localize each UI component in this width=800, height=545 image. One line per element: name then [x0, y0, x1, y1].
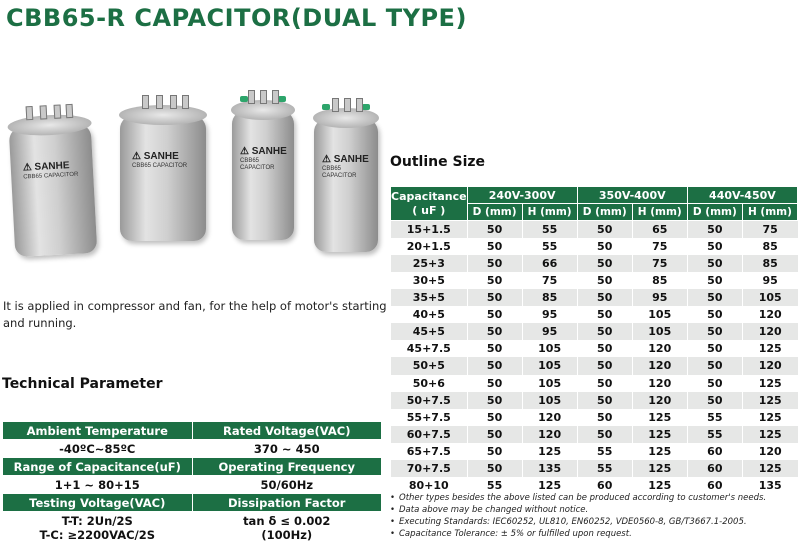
capacitor-image-3: ⚠ SANHE CBB65 CAPACITOR — [232, 110, 294, 240]
dimension-cell: 50 — [467, 221, 522, 238]
capacitance-cell: 40+5 — [391, 306, 468, 323]
page-title: CBB65-R CAPACITOR(DUAL TYPE) — [6, 4, 467, 32]
dimension-cell: 85 — [522, 289, 577, 306]
capacitance-cell: 50+6 — [391, 375, 468, 392]
dimension-header: D (mm) — [687, 204, 742, 221]
table-row — [391, 357, 798, 374]
dimension-cell: 50 — [577, 272, 632, 289]
dimension-cell: 50 — [687, 238, 742, 255]
capacitance-cell: 15+1.5 — [391, 221, 468, 238]
dimension-cell: 125 — [522, 477, 577, 494]
product-description: It is applied in compressor and fan, for the help of motor's starting and running. — [3, 299, 387, 330]
capacitance-cell: 50+7.5 — [391, 392, 468, 409]
dimension-cell: 105 — [522, 340, 577, 357]
dimension-cell: 60 — [577, 477, 632, 494]
dimension-cell: 125 — [742, 460, 797, 477]
technical-parameter-heading: Technical Parameter — [2, 376, 163, 392]
dimension-cell: 105 — [632, 323, 687, 340]
dimension-cell: 50 — [467, 409, 522, 426]
dimension-cell: 75 — [632, 238, 687, 255]
product-photo — [0, 70, 390, 280]
dimension-cell: 50 — [687, 323, 742, 340]
dimension-cell: 50 — [577, 375, 632, 392]
capacitor-brand: ⚠ SANHE — [322, 154, 369, 165]
tech-header-cell: Testing Voltage(VAC) — [3, 494, 193, 512]
dimension-cell: 50 — [467, 323, 522, 340]
dimension-cell: 66 — [522, 255, 577, 272]
dimension-cell: 50 — [467, 443, 522, 460]
dimension-cell: 50 — [577, 255, 632, 272]
dimension-cell: 50 — [687, 255, 742, 272]
dimension-cell: 50 — [577, 392, 632, 409]
dimension-cell: 65 — [632, 221, 687, 238]
capacitance-cell: 80+10 — [391, 477, 468, 494]
dimension-cell: 50 — [687, 221, 742, 238]
dimension-cell: 120 — [742, 306, 797, 323]
capacitance-cell: 25+3 — [391, 255, 468, 272]
dimension-cell: 50 — [467, 272, 522, 289]
dimension-cell: 95 — [742, 272, 797, 289]
dimension-cell: 85 — [742, 238, 797, 255]
dimension-cell: 50 — [467, 255, 522, 272]
dimension-cell: 125 — [632, 426, 687, 443]
dimension-cell: 50 — [467, 460, 522, 477]
dimension-cell: 85 — [632, 272, 687, 289]
notes-list — [390, 492, 798, 540]
dimension-cell: 50 — [467, 426, 522, 443]
capacitance-cell: 45+5 — [391, 323, 468, 340]
dimension-cell: 120 — [632, 392, 687, 409]
capacitor-brand: ⚠ SANHE — [240, 146, 287, 157]
dimension-cell: 50 — [577, 409, 632, 426]
tech-header-cell: Ambient Temperature — [3, 422, 193, 440]
capacitance-cell: 55+7.5 — [391, 409, 468, 426]
table-row — [391, 392, 798, 409]
dimension-cell: 55 — [577, 443, 632, 460]
dimension-cell: 50 — [577, 357, 632, 374]
capacitance-cell: 60+7.5 — [391, 426, 468, 443]
dimension-cell: 125 — [632, 460, 687, 477]
dimension-cell: 105 — [742, 289, 797, 306]
tech-header-cell: Dissipation Factor — [192, 494, 382, 512]
dimension-cell: 60 — [687, 460, 742, 477]
note-item: • Data above may be changed without notice. — [390, 504, 798, 516]
dimension-cell: 105 — [522, 357, 577, 374]
capacitance-cell: 20+1.5 — [391, 238, 468, 255]
table-row — [391, 221, 798, 238]
dimension-cell: 50 — [467, 357, 522, 374]
tech-value-cell: 1+1 ~ 80+15 — [3, 476, 193, 494]
dimension-cell: 50 — [577, 306, 632, 323]
voltage-group-header: 440V-450V — [687, 187, 797, 204]
tech-value-cell: 370 ~ 450 — [192, 440, 382, 458]
dimension-header: H (mm) — [632, 204, 687, 221]
capacitor-image-2: ⚠ SANHE CBB65 CAPACITOR — [120, 115, 206, 241]
dimension-cell: 125 — [742, 426, 797, 443]
tech-header-cell: Rated Voltage(VAC) — [192, 422, 382, 440]
table-row — [391, 340, 798, 357]
outline-size-table — [390, 186, 798, 494]
tech-header-cell: Operating Frequency — [192, 458, 382, 476]
dimension-cell: 125 — [742, 392, 797, 409]
dimension-cell: 50 — [687, 272, 742, 289]
capacitance-cell: 35+5 — [391, 289, 468, 306]
dimension-cell: 125 — [522, 443, 577, 460]
note-item: • Executing Standards: IEC60252, UL810, EN60252, VDE0560-8, GB/T3667.1-2005. — [390, 516, 798, 528]
voltage-group-header: 350V-400V — [577, 187, 687, 204]
dimension-cell: 60 — [687, 443, 742, 460]
dimension-cell: 75 — [742, 221, 797, 238]
dimension-cell: 120 — [632, 357, 687, 374]
dimension-cell: 125 — [742, 340, 797, 357]
dimension-cell: 120 — [522, 409, 577, 426]
tech-value-cell: 50/60Hz — [192, 476, 382, 494]
capacitance-cell: 65+7.5 — [391, 443, 468, 460]
tech-header-cell: Range of Capacitance(uF) — [3, 458, 193, 476]
dimension-cell: 125 — [742, 409, 797, 426]
table-row — [391, 255, 798, 272]
dimension-cell: 50 — [687, 357, 742, 374]
dimension-cell: 120 — [742, 357, 797, 374]
dimension-cell: 55 — [687, 426, 742, 443]
dimension-cell: 120 — [632, 340, 687, 357]
outline-size-heading: Outline Size — [390, 154, 486, 170]
dimension-cell: 60 — [687, 477, 742, 494]
dimension-cell: 75 — [522, 272, 577, 289]
dimension-cell: 125 — [632, 409, 687, 426]
dimension-cell: 105 — [632, 306, 687, 323]
dimension-header: H (mm) — [522, 204, 577, 221]
dimension-cell: 135 — [522, 460, 577, 477]
dimension-cell: 120 — [632, 375, 687, 392]
table-row — [391, 375, 798, 392]
note-item: • Capacitance Tolerance: ± 5% or fulfilled upon request. — [390, 528, 798, 540]
capacitor-image-4: ⚠ SANHE CBB65 CAPACITOR — [314, 118, 378, 252]
dimension-cell: 50 — [687, 306, 742, 323]
dimension-header: D (mm) — [467, 204, 522, 221]
dimension-cell: 50 — [467, 375, 522, 392]
tech-value-cell: T-T: 2Un/2S T-C: ≥2200VAC/2S — [3, 512, 193, 544]
dimension-cell: 105 — [522, 375, 577, 392]
table-row — [391, 443, 798, 460]
dimension-header: D (mm) — [577, 204, 632, 221]
capacitance-cell: 70+7.5 — [391, 460, 468, 477]
capacitor-image-1: ⚠ SANHE CBB65 CAPACITOR — [9, 123, 98, 257]
table-row — [391, 238, 798, 255]
capacitance-header: Capacitance ( uF ) — [391, 187, 468, 221]
dimension-cell: 50 — [577, 340, 632, 357]
capacitor-brand: ⚠ SANHE — [132, 151, 179, 162]
dimension-cell: 55 — [577, 460, 632, 477]
dimension-cell: 50 — [577, 289, 632, 306]
table-row — [391, 306, 798, 323]
dimension-header: H (mm) — [742, 204, 797, 221]
table-row — [391, 460, 798, 477]
capacitance-cell: 50+5 — [391, 357, 468, 374]
dimension-cell: 50 — [687, 392, 742, 409]
dimension-cell: 95 — [632, 289, 687, 306]
table-row — [391, 426, 798, 443]
dimension-cell: 120 — [742, 443, 797, 460]
dimension-cell: 50 — [687, 375, 742, 392]
dimension-cell: 50 — [467, 238, 522, 255]
table-row — [391, 289, 798, 306]
dimension-cell: 50 — [467, 289, 522, 306]
dimension-cell: 135 — [742, 477, 797, 494]
dimension-cell: 125 — [742, 375, 797, 392]
voltage-group-header: 240V-300V — [467, 187, 577, 204]
tech-value-cell: tan δ ≤ 0.002 (100Hz) — [192, 512, 382, 544]
capacitor-brand: ⚠ SANHE — [22, 160, 70, 174]
dimension-cell: 50 — [577, 426, 632, 443]
dimension-cell: 55 — [522, 221, 577, 238]
capacitance-cell: 45+7.5 — [391, 340, 468, 357]
table-row — [391, 323, 798, 340]
capacitance-cell: 30+5 — [391, 272, 468, 289]
dimension-cell: 125 — [632, 477, 687, 494]
dimension-cell: 125 — [632, 443, 687, 460]
dimension-cell: 95 — [522, 306, 577, 323]
table-row — [391, 272, 798, 289]
dimension-cell: 50 — [687, 289, 742, 306]
dimension-cell: 50 — [577, 238, 632, 255]
dimension-cell: 55 — [467, 477, 522, 494]
table-row — [391, 409, 798, 426]
dimension-cell: 50 — [467, 392, 522, 409]
dimension-cell: 75 — [632, 255, 687, 272]
dimension-cell: 50 — [467, 306, 522, 323]
dimension-cell: 120 — [522, 426, 577, 443]
dimension-cell: 50 — [467, 340, 522, 357]
technical-parameter-table — [2, 421, 382, 544]
dimension-cell: 120 — [742, 323, 797, 340]
dimension-cell: 50 — [687, 340, 742, 357]
dimension-cell: 85 — [742, 255, 797, 272]
dimension-cell: 50 — [577, 323, 632, 340]
note-item: • Other types besides the above listed can be produced according to customer's needs. — [390, 492, 798, 504]
dimension-cell: 95 — [522, 323, 577, 340]
dimension-cell: 50 — [577, 221, 632, 238]
dimension-cell: 105 — [522, 392, 577, 409]
dimension-cell: 55 — [522, 238, 577, 255]
tech-value-cell: -40ºC~85ºC — [3, 440, 193, 458]
dimension-cell: 55 — [687, 409, 742, 426]
